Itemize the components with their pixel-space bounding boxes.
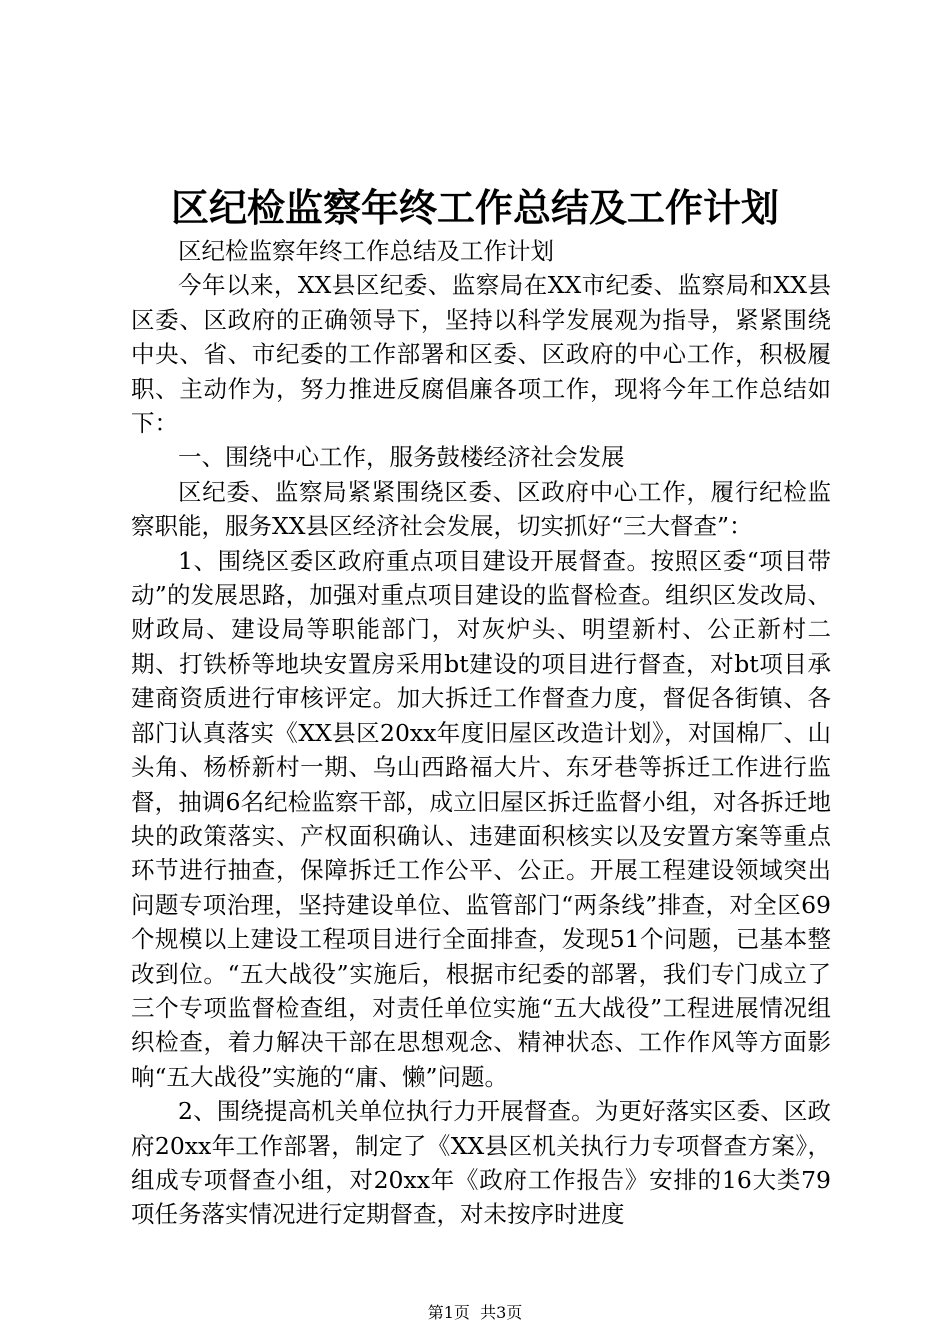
page-number: 第1页 [427, 1303, 470, 1322]
section-heading-1: 一、围绕中心工作，服务鼓楼经济社会发展 [178, 443, 625, 472]
page-total: 共3页 [480, 1303, 523, 1322]
paragraph-section-1: 区纪委、监察局紧紧围绕区委、区政府中心工作，履行纪检监察职能，服务XX县区经济社会发展，切实抓好“三大督查”： [131, 477, 831, 541]
paragraph-item-1: 1、围绕区委区政府重点项目建设开展督查。按照区委“项目带动”的发展思路，加强对重点项目建设的监督检查。组织区发改局、财政局、建设局等职能部门，对灰炉头、明望新村、公正新村二期、打铁桥等地块安置房采用bt建设的项目进行督查，对bt项目承建商资质进行审核评定。加大拆迁工作督查力度，督促各街镇、各部门认真落实《XX县区20xx年度旧屋区改造计划》，对国棉厂、山头角、杨桥新村一期、乌山西路福大片、东牙巷等拆迁工作进行监督，抽调6名纪检监察干部，成立旧屋区拆迁监督小组，对各拆迁地块的政策落实、产权面积确认、违建面积核实以及安置方案等重点环节进行抽查，保障拆迁工作公平、公正。开展工程建设领域突出问题专项治理，坚持建设单位、监管部门“两条线”排查，对全区69个规模以上建设工程项目进行全面排查，发现51个问题，已基本整改到位。“五大战役”实施后，根据市纪委的部署，我们专门成立了三个专项监督检查组，对责任单位实施“五大战役”工程进展情况组织检查，着力解决干部在思想观念、精神状态、工作作风等方面影响“五大战役”实施的“庸、懒”问题。 [131, 546, 831, 1091]
document-title: 区纪检监察年终工作总结及工作计划 [170, 185, 779, 230]
paragraph-item-2: 2、围绕提高机关单位执行力开展督查。为更好落实区委、区政府20xx年工作部署，制定了《XX县区机关执行力专项督查方案》，组成专项督查小组，对20xx年《政府工作报告》安排的16大类79项任务落实情况进行定期督查，对未按序时进度 [131, 1097, 831, 1229]
document-body [131, 234, 831, 1232]
page-footer [0, 1302, 950, 1324]
paragraph-intro: 今年以来，XX县区纪委、监察局在XX市纪委、监察局和XX县区委、区政府的正确领导下，坚持以科学发展观为指导，紧紧围绕中央、省、市纪委的工作部署和区委、区政府的中心工作，积极履职、主动作为，努力推进反腐倡廉各项工作，现将今年工作总结如下： [131, 271, 831, 438]
paragraph-subtitle: 区纪检监察年终工作总结及工作计划 [178, 237, 554, 265]
